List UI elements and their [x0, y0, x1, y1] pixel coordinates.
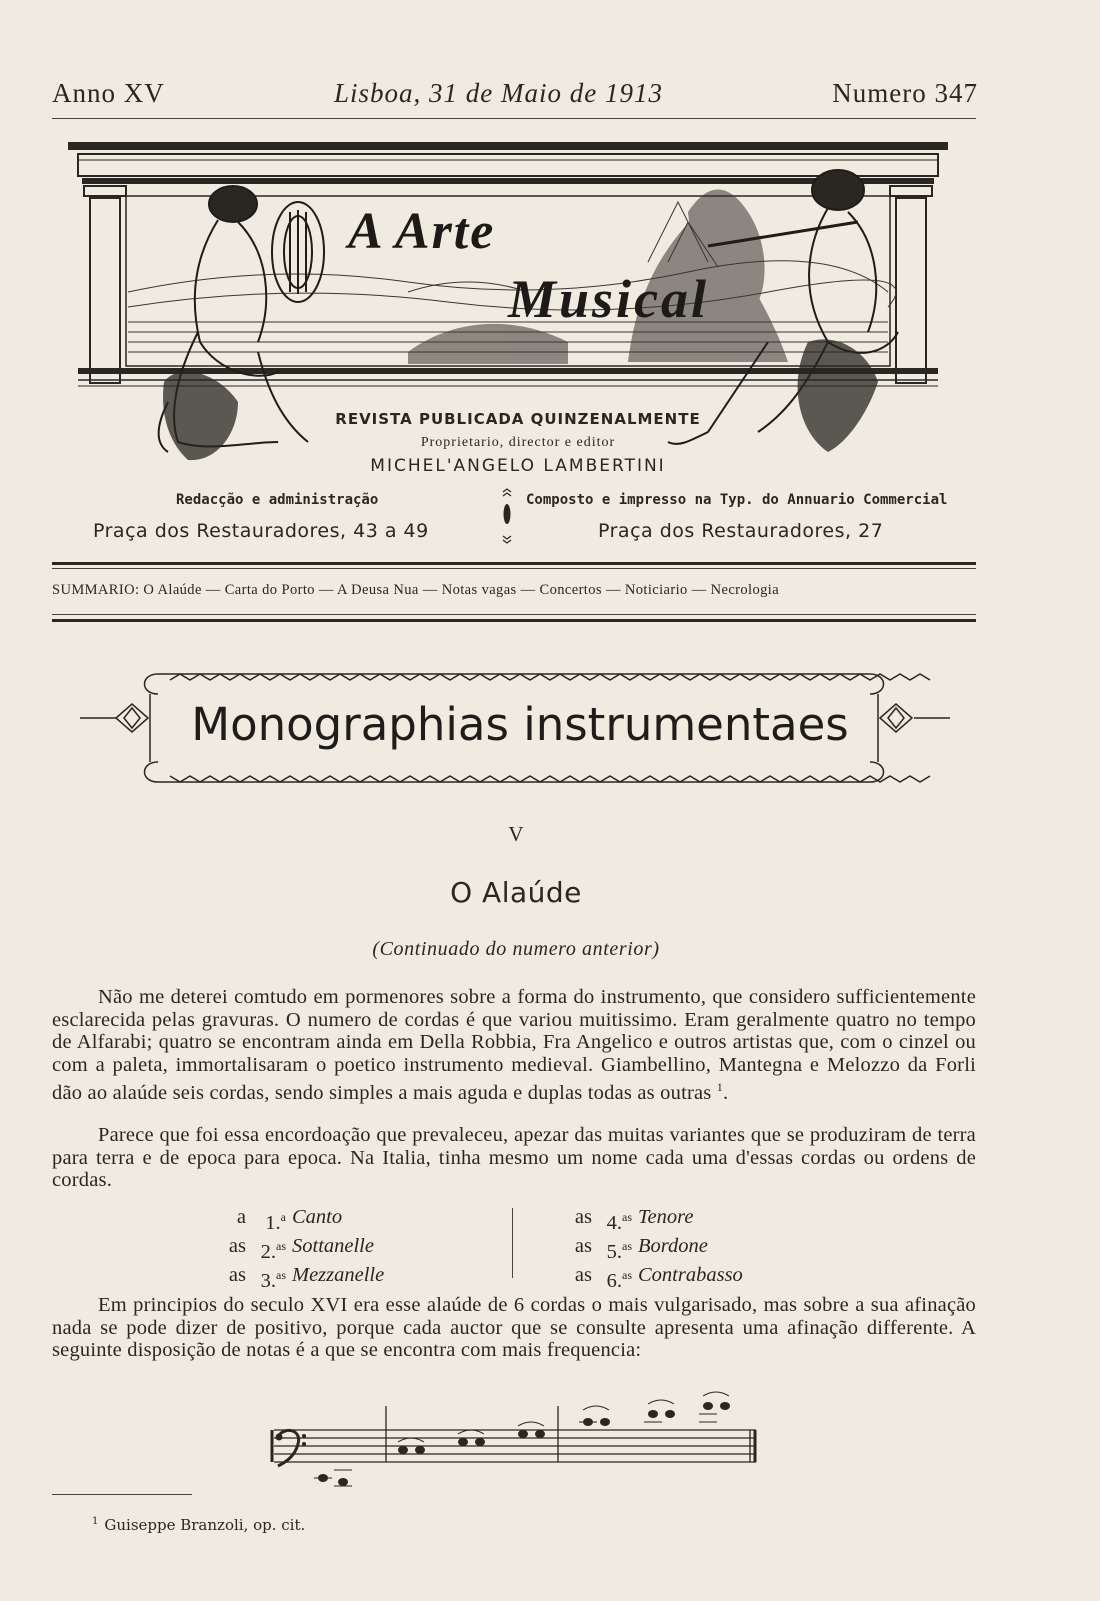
admin-label: Redacção e administração: [176, 492, 379, 508]
paragraph-1-end: .: [723, 1082, 729, 1105]
summary-bottom-rule: [52, 619, 976, 622]
string-number: 2.: [260, 1240, 276, 1263]
strings-left-column: [210, 1206, 384, 1292]
string-number: 1.: [265, 1211, 281, 1234]
string-article: as: [574, 1206, 592, 1228]
summary-top-rule-thin: [52, 568, 976, 569]
footnote-text: Guiseppe Branzoli, op. cit.: [104, 1516, 306, 1534]
admin-address: Praça dos Restauradores, 43 a 49: [93, 520, 429, 542]
issue-number: Numero 347: [832, 78, 978, 108]
string-row: [210, 1235, 384, 1264]
string-ordinal: as: [622, 1238, 632, 1253]
tagline: REVISTA PUBLICADA QUINZENALMENTE: [335, 410, 701, 428]
paragraph-1: [52, 986, 976, 1105]
printer-label: Composto e impresso na Typ. do Annuario Commercial: [526, 492, 948, 508]
paragraph-1-text: Não me deterei comtudo em pormenores sobre a forma do instrumento, que considero sufficientemente esclarecida pelas gravuras. O numero de cordas é que variou muitissimo. Eram geralmente quatro no tempo de Alfarabi; quatro se encontram ainda em Della Robbia, Fra Angelico e outros artistas que, com o cinzel ou com a paleta, immortalisaram o poetico instrumento medieval. Giambellino, Mantegna e Melozzo da Forli dão ao alaúde seis cordas, sendo simples a mais aguda e duplas todas as outras: [52, 986, 976, 1105]
editor-name: MICHEL'ANGELO LAMBERTINI: [370, 456, 666, 476]
string-number: 5.: [606, 1240, 622, 1263]
string-row: [210, 1206, 384, 1235]
string-ordinal: as: [622, 1210, 632, 1224]
string-name: Bordone: [638, 1234, 708, 1257]
string-article: as: [228, 1234, 246, 1257]
printer-address: Praça dos Restauradores, 27: [598, 520, 884, 542]
header-rule: [52, 118, 976, 119]
footnote-mark: 1: [92, 1516, 99, 1527]
string-article: as: [574, 1263, 592, 1286]
footnote-ref[interactable]: 1: [716, 1080, 723, 1095]
string-article: a: [236, 1206, 246, 1228]
string-number: 4.: [606, 1211, 622, 1234]
string-row: [556, 1264, 743, 1293]
masthead: [68, 142, 968, 480]
article-title: O Alaúde: [450, 876, 582, 909]
magazine-title-line2: Musical: [508, 269, 710, 329]
string-article: as: [574, 1234, 592, 1257]
paragraph-2: Parece que foi essa encordoação que prevaleceu, apezar das muitas variantes que se produziram de terra para terra e de epoca para epoca. Na Italia, tinha mesmo um nome cada uma d'essas cordas ou ordens de cordas.: [52, 1124, 976, 1192]
issue-header: [52, 78, 978, 109]
summary-line: SUMMARIO: O Alaúde — Carta do Porto — A Deusa Nua — Notas vagas — Concertos — Noticiario — Necrologia: [52, 582, 780, 598]
paragraph-3: Em principios do seculo XVI era esse alaúde de 6 cordas o mais vulgarisado, mas sobre a sua afinação nada se pode dizer de positivo, porque cada auctor que se consulte apresenta uma afinação differente. A seguinte disposição de notas é a que se encontra com mais frequencia:: [52, 1294, 976, 1362]
ornament-divider-icon: [500, 488, 514, 544]
string-name: Contrabasso: [638, 1263, 743, 1286]
music-staff-notation: [268, 1386, 758, 1506]
volume-label: Anno XV: [52, 78, 165, 108]
section-title: Monographias instrumentaes: [191, 698, 849, 751]
string-row: [556, 1206, 743, 1235]
summary-bottom-rule-thin: [52, 614, 976, 615]
string-number: 6.: [606, 1269, 622, 1292]
part-number: V: [508, 822, 524, 846]
footnote: [92, 1516, 305, 1534]
string-ordinal: a: [280, 1210, 286, 1224]
place-date: Lisboa, 31 de Maio de 1913: [334, 78, 663, 108]
string-name: Mezzanelle: [292, 1263, 385, 1286]
roles-line: Proprietario, director e editor: [420, 435, 616, 450]
continued-note: (Continuado do numero anterior): [372, 938, 660, 960]
footnote-rule: [52, 1494, 192, 1495]
bass-clef-icon: [276, 1430, 307, 1466]
string-ordinal: as: [276, 1238, 286, 1253]
summary-top-rule: [52, 562, 976, 565]
string-row: [210, 1264, 384, 1293]
string-name: Sottanelle: [292, 1234, 374, 1257]
magazine-title-line1: A Arte: [348, 203, 496, 260]
string-number: 3.: [260, 1269, 276, 1292]
string-row: [556, 1235, 743, 1264]
string-article: as: [228, 1263, 246, 1286]
strings-right-column: [556, 1206, 743, 1292]
string-ordinal: as: [276, 1267, 286, 1282]
string-name: Tenore: [638, 1206, 694, 1228]
string-name: Canto: [292, 1206, 343, 1228]
table-separator: [512, 1208, 513, 1278]
string-ordinal: as: [622, 1267, 632, 1282]
